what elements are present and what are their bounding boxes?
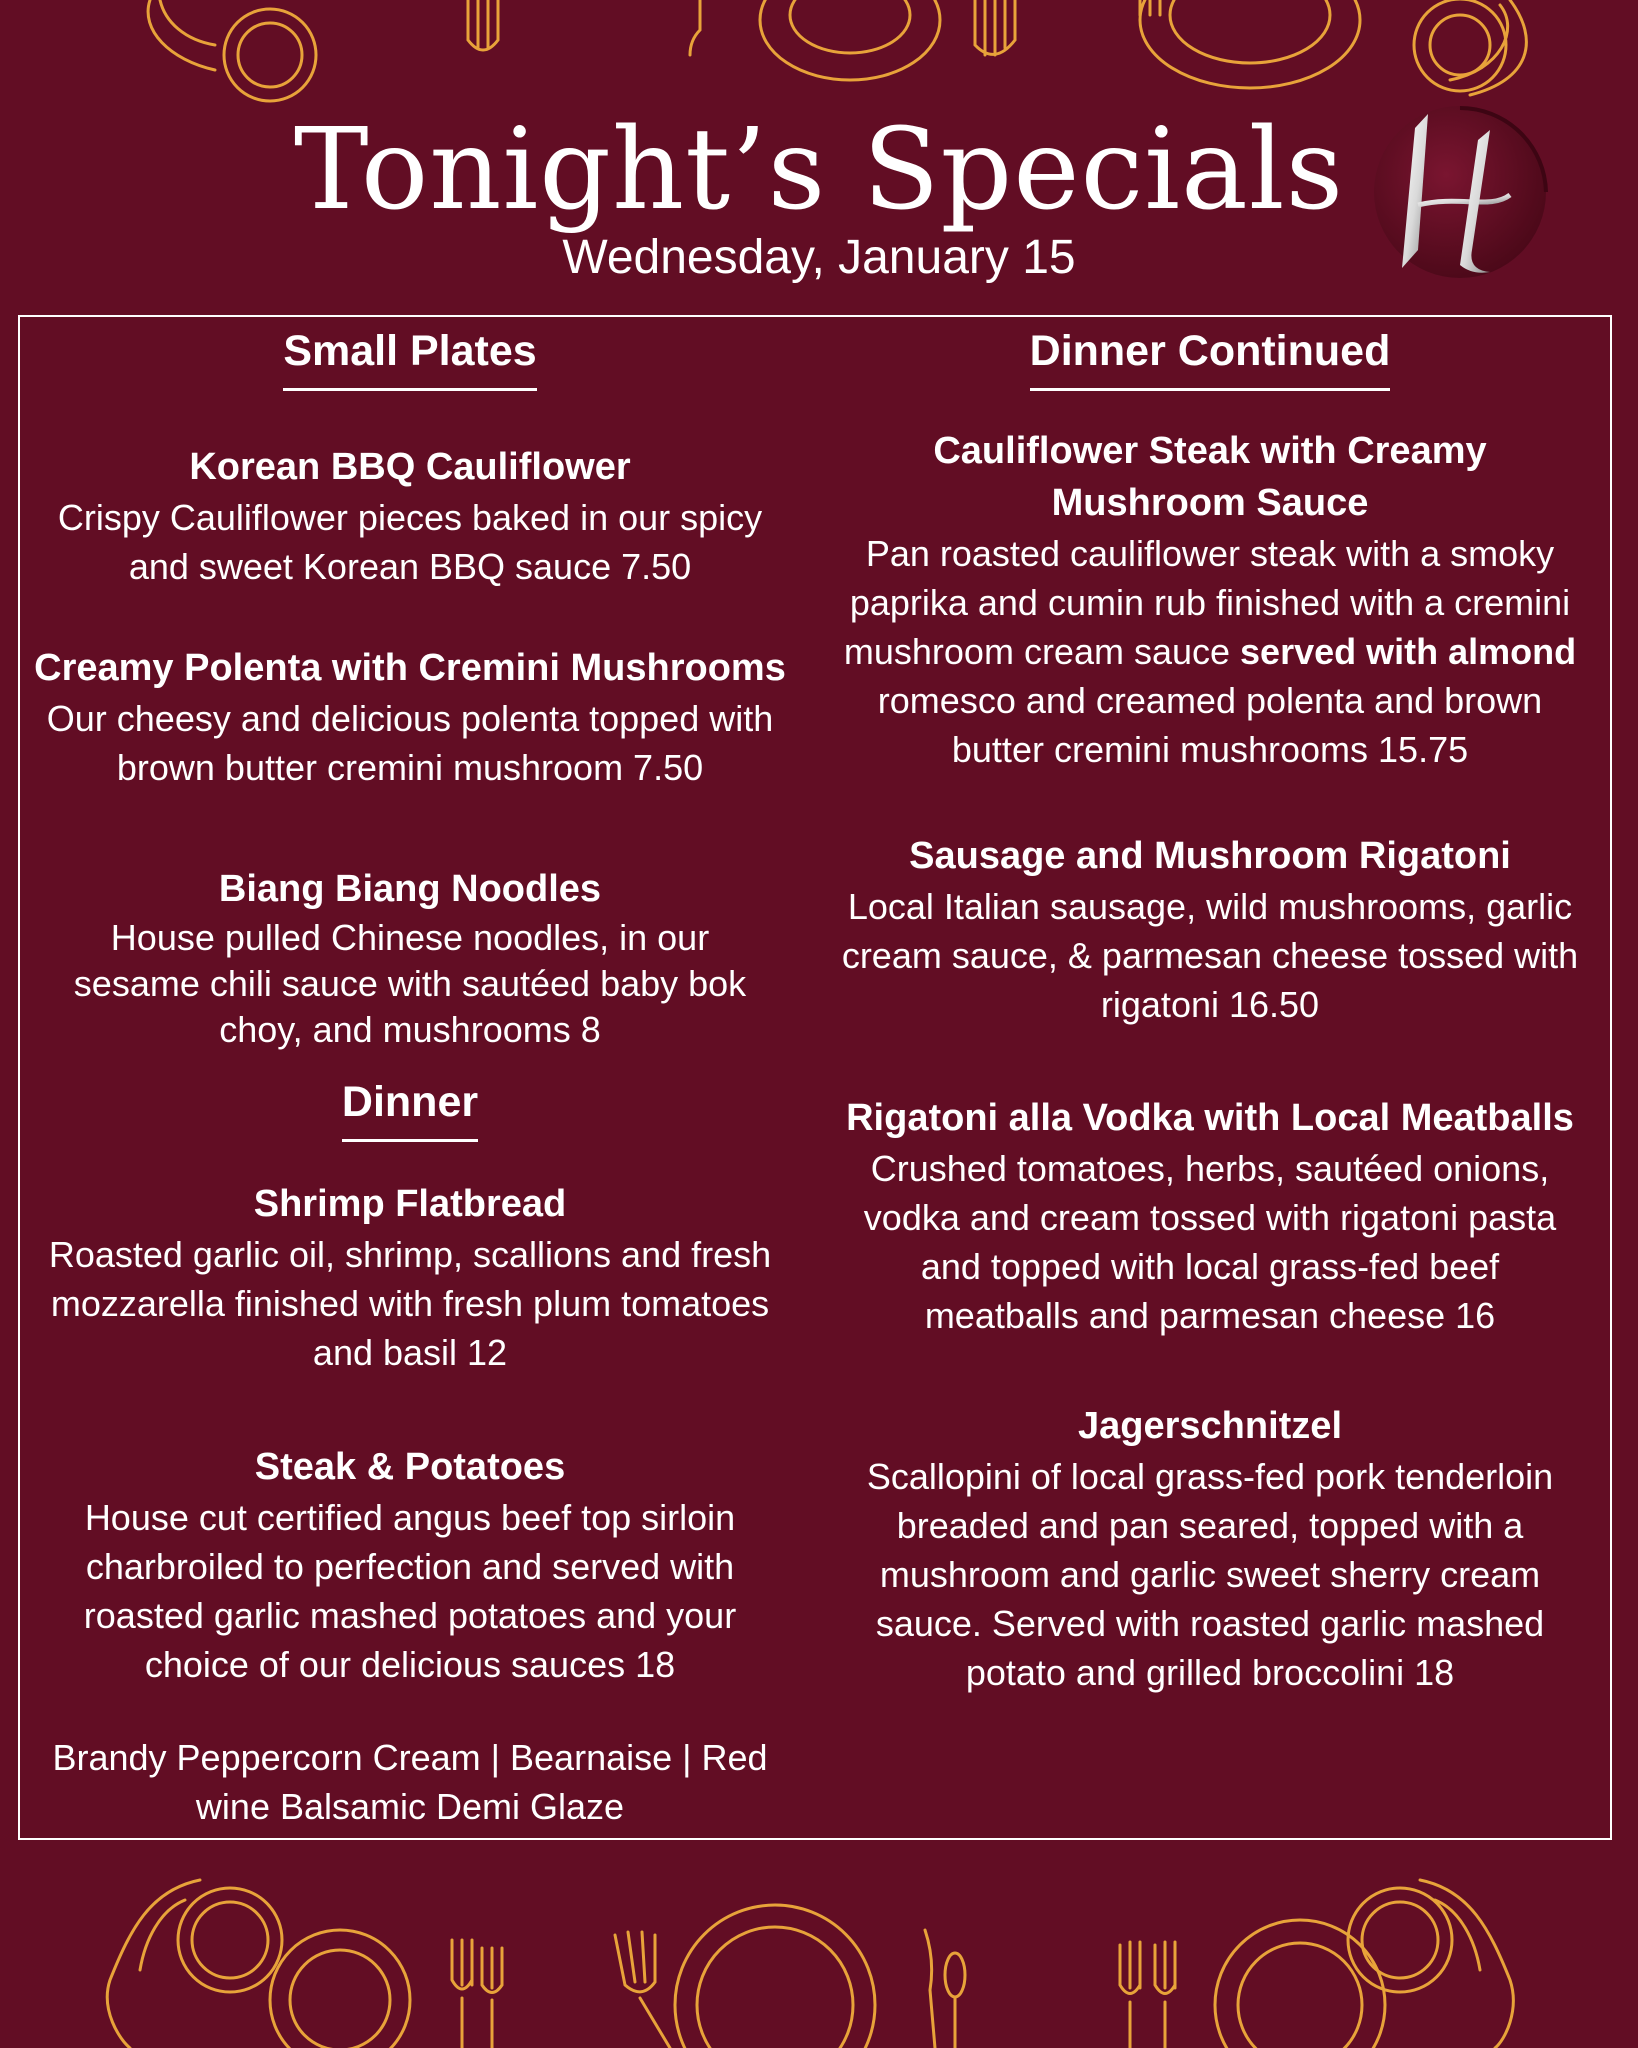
section-heading-dinner: Dinner: [342, 1077, 478, 1142]
knife-icon: [925, 1930, 935, 2048]
menu-item-description: Our cheesy and delicious polenta topped with brown butter cremini mushroom 7.50: [46, 698, 774, 788]
menu-item-description: Local Italian sausage, wild mushrooms, garlic cream sauce, & parmesan cheese tossed with rigatoni 16.50: [841, 886, 1579, 1025]
menu-date: Wednesday, January 15: [562, 231, 1076, 284]
fork-icon: [452, 1940, 502, 2048]
menu-item-name: Korean BBQ Cauliflower: [189, 446, 631, 488]
left-column: [30, 318, 790, 1831]
menu-item-name: Rigatoni alla Vodka with Local Meatballs: [846, 1097, 1574, 1139]
section-heading-dinner-continued: Dinner Continued: [1030, 326, 1391, 391]
plate-illustration: [675, 1905, 875, 2048]
menu-item-description-text: romesco and creamed polenta and brown butter cremini mushrooms 15.75: [877, 680, 1543, 770]
menu-item-description: Scallopini of local grass-fed pork tenderloin breaded and pan seared, topped with a mushroom and garlic sweet sherry cream sauce. Served with roasted garlic mashed potato and grilled broccolini 18: [866, 1456, 1554, 1693]
spoon-icon: [945, 1953, 965, 2048]
sauce-options: Brandy Peppercorn Cream | Bearnaise | Red wine Balsamic Demi Glaze: [52, 1737, 768, 1827]
menu-item: [830, 425, 1590, 774]
plate-with-hands-illustration: [1414, 0, 1526, 95]
menu-item-name: Jagerschnitzel: [1078, 1405, 1342, 1447]
plate-illustration: [1140, 0, 1360, 88]
menu-item-name: Creamy Polenta with Cremini Mushrooms: [34, 647, 786, 689]
menu-item-name: Cauliflower Steak with Creamy Mushroom Sauce: [933, 430, 1487, 524]
menu-item: [830, 1092, 1590, 1340]
menu-item-description: Crushed tomatoes, herbs, sautéed onions, vodka and cream tossed with rigatoni pasta and topped with local grass-fed beef meatballs and parmesan cheese 16: [863, 1148, 1557, 1336]
menu-item: [30, 441, 790, 591]
menu-item-description: House pulled Chinese noodles, in our sesame chili sauce with sautéed baby bok choy, and mushrooms 8: [73, 917, 747, 1050]
menu-item-name: Shrimp Flatbread: [253, 1183, 567, 1225]
plate-illustration: [760, 0, 940, 80]
menu-item-name: Steak & Potatoes: [254, 1446, 566, 1488]
menu-item-description-text: Pan roasted cauliflower steak with a smoky paprika and cumin rub finished with a cremini mushroom cream sauce: [843, 533, 1571, 672]
menu-item: [30, 642, 790, 792]
fork-icon: [615, 1932, 670, 2048]
plate-with-hands-illustration: [1215, 1880, 1513, 2048]
menu-item-description: Crispy Cauliflower pieces baked in our spicy and sweet Korean BBQ sauce 7.50: [57, 497, 763, 587]
bottom-tableware-illustration: [0, 1870, 1638, 2048]
menu-item-name: Sausage and Mushroom Rigatoni: [909, 835, 1511, 877]
menu-item: [30, 1178, 790, 1377]
menu-item-description: House cut certified angus beef top sirloin charbroiled to perfection and served with roasted garlic mashed potatoes and your choice of our delicious sauces 18: [83, 1497, 737, 1685]
menu-item: [30, 863, 790, 1053]
right-column: [830, 318, 1590, 1697]
top-tableware-illustration: [0, 0, 1638, 110]
section-heading-small-plates: Small Plates: [283, 326, 536, 391]
plate-with-hands-illustration: [148, 0, 316, 101]
knife-icon: [690, 0, 700, 55]
plate-with-hands-illustration: [107, 1880, 410, 2048]
fork-icon: [468, 0, 498, 50]
page-title: Tonight’s Specials: [293, 105, 1345, 235]
menu-item-description-emphasis: served with almond: [1240, 631, 1577, 672]
fork-icon: [1120, 1942, 1175, 2048]
menu-item: [30, 1441, 790, 1689]
restaurant-logo: [1360, 100, 1560, 282]
fork-icon: [975, 0, 1015, 55]
menu-item: [830, 830, 1590, 1029]
menu-item-description: Roasted garlic oil, shrimp, scallions and fresh mozzarella finished with fresh plum tomatoes and basil 12: [48, 1234, 772, 1373]
fork-icon: [1140, 0, 1160, 15]
menu-item-description: [830, 529, 1590, 774]
menu-item: [830, 1400, 1590, 1697]
menu-item-name: Biang Biang Noodles: [218, 868, 602, 910]
